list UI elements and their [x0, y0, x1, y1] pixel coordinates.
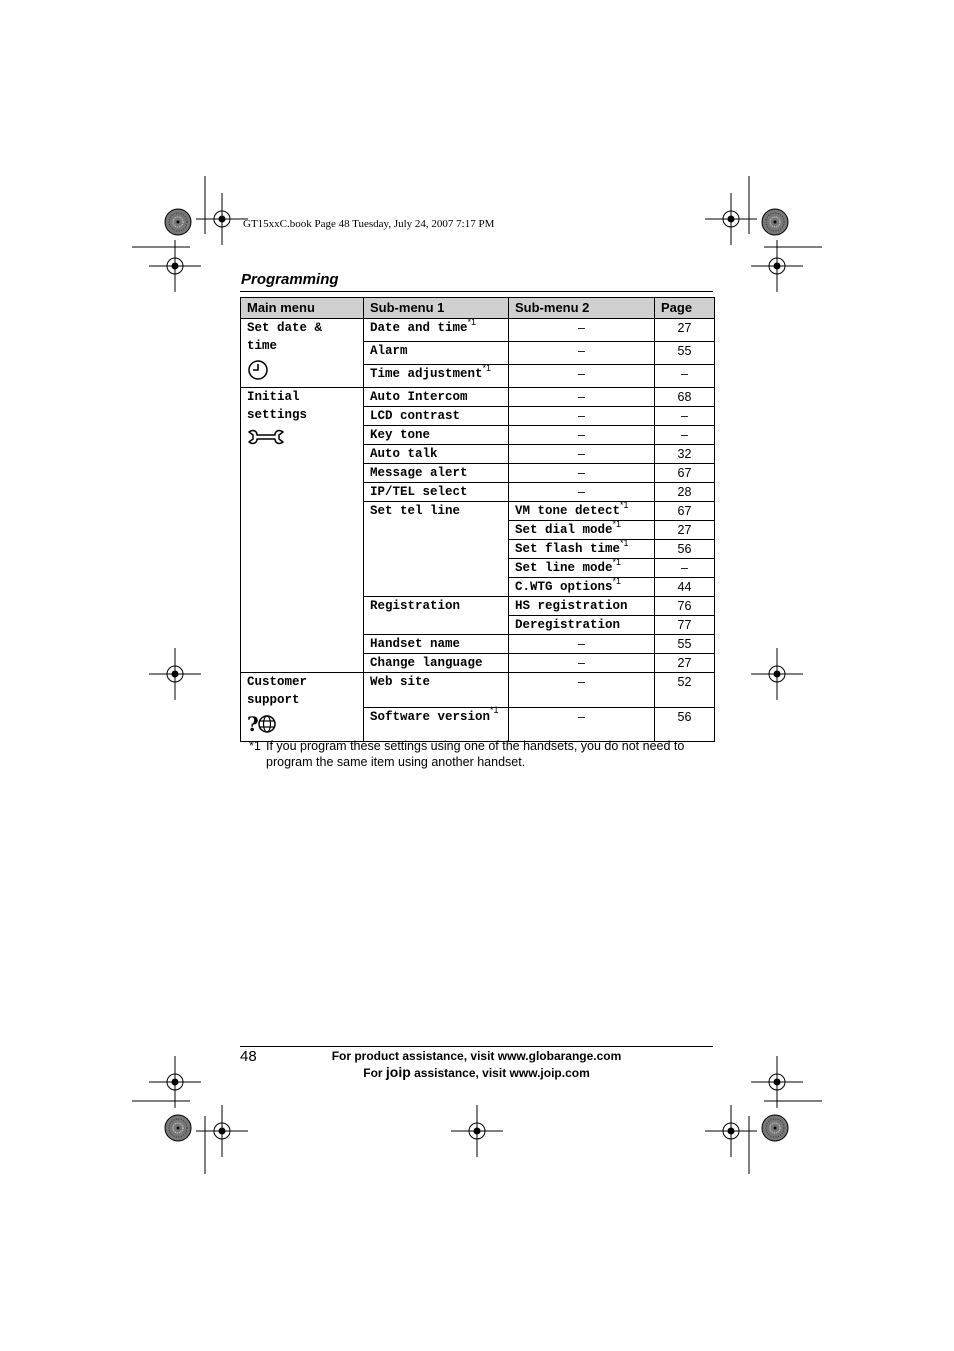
sub-menu-1-cell — [364, 635, 509, 654]
sub-menu-2-label: – — [578, 344, 585, 358]
clock-icon — [247, 359, 357, 387]
sub-menu-1-cell — [364, 597, 509, 635]
sub-menu-2-cell — [509, 616, 655, 635]
joip-logo: joip — [385, 1064, 411, 1080]
sub-menu-1-label: IP/TEL select — [370, 485, 468, 499]
page-cell: – — [655, 365, 715, 388]
sub-menu-1-cell — [364, 707, 509, 742]
page-cell: – — [655, 407, 715, 426]
main-menu-label: Set date & time — [247, 321, 323, 353]
footnote-ref: *1 — [490, 705, 499, 716]
sub-menu-2-cell — [509, 388, 655, 407]
header-page: Page — [655, 298, 715, 319]
sub-menu-1-cell — [364, 407, 509, 426]
sub-menu-1-label: Registration — [370, 599, 461, 613]
header-sub-menu-2: Sub-menu 2 — [509, 298, 655, 319]
footnote-ref: *1 — [620, 537, 629, 548]
help-globe-icon — [247, 713, 357, 741]
sub-menu-2-label: – — [578, 637, 585, 651]
footer-line-2 — [300, 1064, 653, 1080]
page-cell: 32 — [655, 445, 715, 464]
page-cell: 55 — [655, 635, 715, 654]
print-header: GT15xxC.book Page 48 Tuesday, July 24, 2007 7:17 PM — [243, 218, 495, 230]
page-cell: 56 — [655, 540, 715, 559]
footnote-ref: *1 — [482, 362, 492, 373]
page-cell: 27 — [655, 521, 715, 540]
sub-menu-2-cell — [509, 575, 655, 597]
sub-menu-2-cell — [509, 445, 655, 464]
page-cell: 44 — [655, 578, 715, 597]
sub-menu-2-label: – — [578, 485, 585, 499]
sub-menu-1-cell — [364, 362, 509, 388]
sub-menu-2-cell — [509, 342, 655, 365]
sub-menu-1-cell — [364, 445, 509, 464]
sub-menu-2-label: HS registration — [515, 599, 628, 613]
footnote-ref: *1 — [612, 575, 622, 586]
sub-menu-2-cell — [509, 654, 655, 673]
sub-menu-1-label: Set tel line — [370, 504, 461, 518]
sub-menu-2-label: Set dial mode — [515, 523, 613, 537]
sub-menu-1-label: Message alert — [370, 466, 468, 480]
sub-menu-1-cell — [364, 502, 509, 597]
sub-menu-1-label: Alarm — [370, 344, 408, 358]
footnote — [249, 738, 709, 770]
main-menu-cell — [241, 673, 364, 742]
sub-menu-2-cell — [509, 464, 655, 483]
sub-menu-1-cell — [364, 673, 509, 708]
sub-menu-2-label: – — [578, 428, 585, 442]
sub-menu-1-cell — [364, 342, 509, 365]
page-cell: 27 — [655, 319, 715, 342]
sub-menu-2-cell — [509, 518, 655, 540]
sub-menu-2-label: – — [578, 409, 585, 423]
sub-menu-2-label: Set line mode — [515, 561, 613, 575]
sub-menu-2-label: Set flash time — [515, 542, 621, 556]
programming-menu-table — [240, 297, 715, 742]
sub-menu-2-label: – — [578, 675, 585, 689]
page-cell: 68 — [655, 388, 715, 407]
sub-menu-2-cell — [509, 407, 655, 426]
sub-menu-2-label: – — [578, 709, 585, 724]
section-title: Programming — [241, 271, 339, 288]
page-cell: 76 — [655, 597, 715, 616]
page-cell: 28 — [655, 483, 715, 502]
page-cell: – — [655, 426, 715, 445]
svg-text:?: ? — [247, 713, 259, 735]
page-cell: 52 — [655, 673, 715, 708]
sub-menu-2-label: – — [578, 367, 585, 381]
footer-line-1: For product assistance, visit www.globarange.com — [331, 1049, 622, 1063]
wrench-icon — [247, 428, 357, 452]
table-row — [241, 673, 715, 708]
sub-menu-2-cell — [509, 365, 655, 388]
sub-menu-1-label: Time adjustment — [370, 367, 483, 381]
sub-menu-1-cell — [364, 483, 509, 502]
sub-menu-1-label: Handset name — [370, 637, 461, 651]
sub-menu-1-cell — [364, 464, 509, 483]
main-menu-cell — [241, 388, 364, 673]
page-cell: – — [655, 559, 715, 578]
footer-line-2-suffix: assistance, visit www.joip.com — [410, 1066, 590, 1080]
sub-menu-2-cell — [509, 499, 655, 521]
sub-menu-1-label: Change language — [370, 656, 483, 670]
sub-menu-1-label: Date and time — [370, 321, 468, 335]
sub-menu-1-label: Web site — [370, 675, 431, 689]
sub-menu-1-cell — [364, 388, 509, 407]
footnote-ref: *1 — [612, 556, 622, 567]
header-rule — [240, 291, 713, 292]
main-menu-label: Initial settings — [247, 390, 308, 422]
sub-menu-2-label: – — [578, 447, 585, 461]
sub-menu-1-label: Key tone — [370, 428, 431, 442]
sub-menu-2-label: – — [578, 321, 585, 335]
sub-menu-1-label: Software version — [370, 709, 491, 724]
sub-menu-1-cell — [364, 426, 509, 445]
table-row — [241, 388, 715, 407]
sub-menu-2-cell — [509, 483, 655, 502]
footer-line-2-prefix: For — [363, 1066, 386, 1080]
main-menu-label: Customer support — [247, 675, 308, 707]
page-cell: 55 — [655, 342, 715, 365]
footnote-ref: *1 — [620, 499, 629, 510]
sub-menu-2-cell — [509, 597, 655, 616]
sub-menu-2-cell — [509, 426, 655, 445]
page-cell: 67 — [655, 464, 715, 483]
sub-menu-2-label: C.WTG options — [515, 580, 613, 594]
page-cell: 56 — [655, 707, 715, 742]
footnote-ref: *1 — [467, 316, 477, 327]
sub-menu-2-cell — [509, 537, 655, 559]
sub-menu-1-label: Auto talk — [370, 447, 438, 461]
sub-menu-1-label: Auto Intercom — [370, 390, 468, 404]
footer-rule — [240, 1046, 713, 1047]
page-number: 48 — [240, 1048, 257, 1065]
table-body — [241, 316, 715, 742]
table-row — [241, 319, 715, 342]
page-cell: 67 — [655, 502, 715, 521]
main-menu-cell — [241, 319, 364, 388]
sub-menu-2-label: Deregistration — [515, 618, 621, 632]
footnote-ref: *1 — [612, 518, 622, 529]
sub-menu-2-label: – — [578, 390, 585, 404]
sub-menu-2-cell — [509, 556, 655, 578]
page-cell: 27 — [655, 654, 715, 673]
sub-menu-1-cell — [364, 316, 509, 342]
header-sub-menu-1: Sub-menu 1 — [364, 298, 509, 319]
sub-menu-2-cell — [509, 319, 655, 342]
table-header-row — [241, 298, 715, 319]
sub-menu-2-label: – — [578, 656, 585, 670]
sub-menu-2-label: – — [578, 466, 585, 480]
sub-menu-1-label: LCD contrast — [370, 409, 461, 423]
page-cell: 77 — [655, 616, 715, 635]
footnote-mark: *1 — [249, 739, 261, 753]
sub-menu-2-cell — [509, 635, 655, 654]
header-main-menu: Main menu — [241, 298, 364, 319]
sub-menu-1-cell — [364, 654, 509, 673]
sub-menu-2-cell — [509, 707, 655, 742]
sub-menu-2-label: VM tone detect — [515, 504, 621, 518]
sub-menu-2-cell — [509, 673, 655, 708]
footnote-text: If you program these settings using one of the handsets, you do not need to program the same item using another handset. — [266, 739, 685, 769]
